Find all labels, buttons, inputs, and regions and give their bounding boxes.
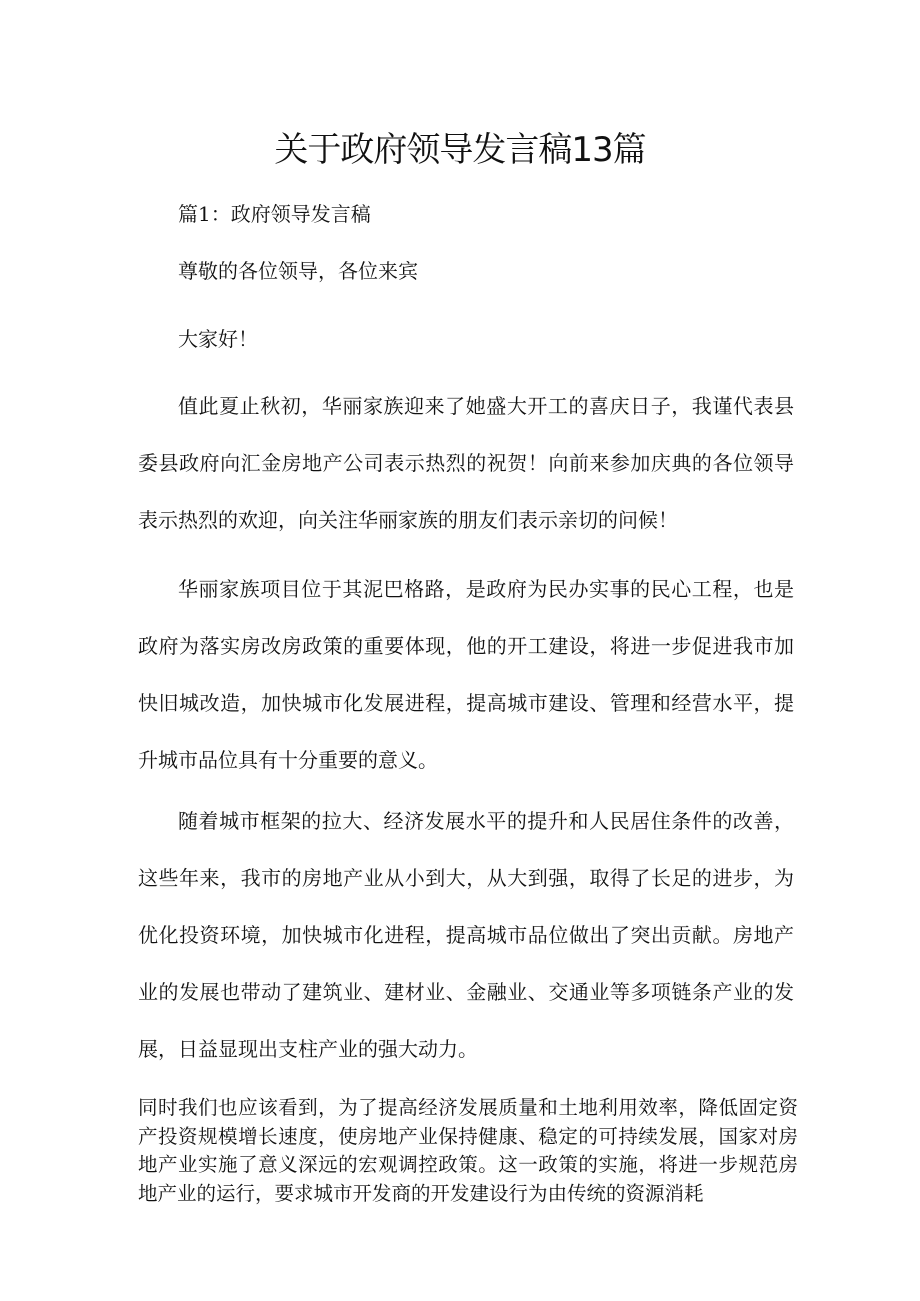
greeting: 大家好！ — [178, 327, 258, 351]
paragraph-3: 随着城市框架的拉大、经济发展水平的提升和人民居住条件的改善，这些年来，我市的房地产业从小到大，从大到强，取得了长足的进步，为优化投资环境，加快城市化进程，提高城市品位做出了突出贡献。房地产业的发展也带动了建筑业、建材业、金融业、交通业等多项链条产业的发展，日益显现出支柱产业的强大动力。 — [138, 809, 794, 1061]
paragraph-4: 同时我们也应该看到，为了提高经济发展质量和土地利用效率，降低固定资产投资规模增长速度，使房地产业保持健康、稳定的可持续发展，国家对房地产业实施了意义深远的宏观调控政策。这一政策的实施，将进一步规范房地产业的运行，要求城市开发商的开发建设行为由传统的资源消耗 — [138, 1096, 798, 1205]
document-title: 关于政府领导发言稿13篇 — [274, 130, 646, 170]
paragraph-2: 华丽家族项目位于其泥巴格路，是政府为民办实事的民心工程，也是政府为落实房改房政策的重要体现，他的开工建设，将进一步促进我市加快旧城改造，加快城市化发展进程，提高城市建设、管理和经营水平，提升城市品位具有十分重要的意义。 — [138, 577, 794, 772]
salutation: 尊敬的各位领导，各位来宾 — [178, 259, 418, 283]
section-heading: 篇1：政府领导发言稿 — [178, 202, 371, 226]
paragraph-1: 值此夏止秋初，华丽家族迎来了她盛大开工的喜庆日子，我谨代表县委县政府向汇金房地产公司表示热烈的祝贺！向前来参加庆典的各位领导表示热烈的欢迎，向关注华丽家族的朋友们表示亲切的问候！ — [138, 394, 794, 532]
